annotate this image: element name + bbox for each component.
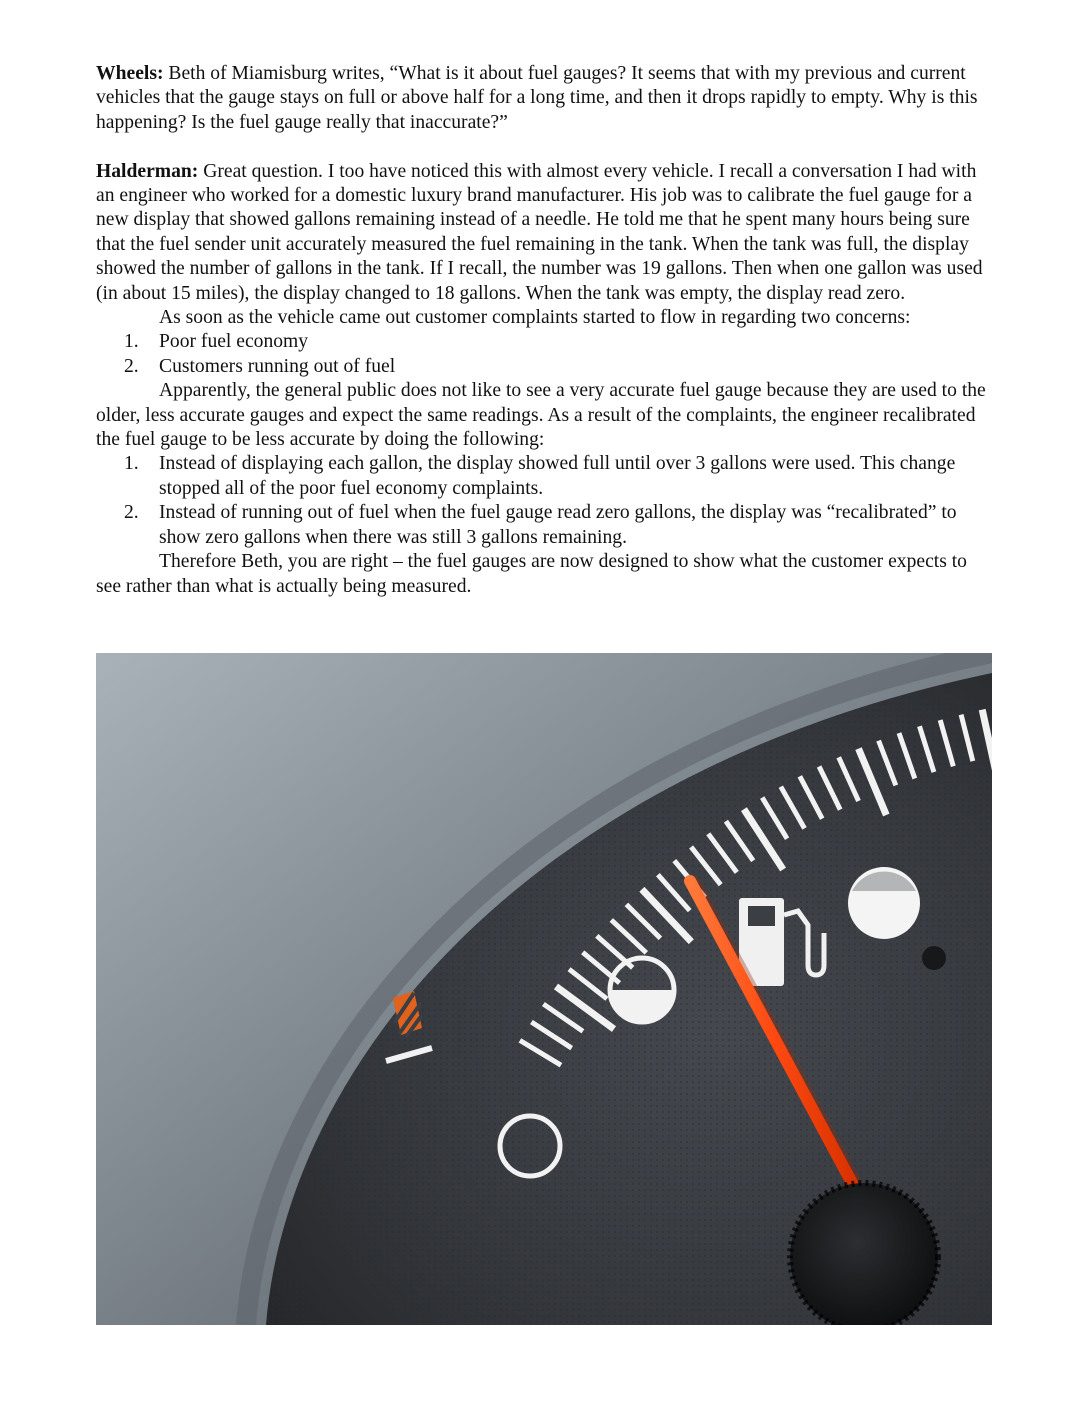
- question-paragraph: [96, 62, 996, 135]
- list-item-text: Instead of displaying each gallon, the display showed full until over 3 gallons were used. This change stopped all of the poor fuel economy complaints.: [159, 453, 956, 499]
- list-item: [96, 330, 996, 354]
- complaints-intro-paragraph: As soon as the vehicle came out customer complaints started to flow in regarding two concerns:: [159, 307, 911, 329]
- indicator-lamp: [922, 946, 946, 970]
- question-text: Beth of Miamisburg writes, “What is it about fuel gauges? It seems that with my previous and current vehicles that the gauge stays on full or above half for a long time, and then it drops rapidly to empty. Why is this happening? Is the fuel gauge really that inaccurate?”: [96, 63, 978, 133]
- public-paragraph: Apparently, the general public does not like to see a very accurate fuel gauge because they are used to the older, less accurate gauges and expect the same readings. As a result of the complaints, the engineer recalibrated the fuel gauge to be less accurate by doing the following:: [96, 380, 986, 451]
- fuel-gauge-photo: [96, 653, 992, 1325]
- list-number: 2.: [124, 355, 139, 377]
- question-speaker: Wheels:: [96, 63, 164, 84]
- list-item-text: Customers running out of fuel: [159, 355, 396, 377]
- list-number: 1.: [124, 453, 139, 475]
- fuel-gauge-illustration: [96, 653, 992, 1325]
- answer-intro-paragraph: [96, 160, 996, 306]
- list-item-text: Poor fuel economy: [159, 331, 309, 353]
- answer-speaker: Halderman:: [96, 160, 199, 182]
- changes-list: [96, 452, 996, 550]
- list-number: 2.: [124, 502, 139, 524]
- paragraph-spacer: [96, 135, 996, 159]
- conclusion-paragraph: Therefore Beth, you are right – the fuel gauges are now designed to show what the customer expects to see rather than what is actually being measured.: [96, 551, 967, 597]
- full-level-icon: [848, 867, 920, 939]
- list-item: [96, 452, 996, 501]
- list-item: [96, 355, 996, 379]
- list-number: 1.: [124, 331, 139, 353]
- article-text: [96, 62, 996, 599]
- list-item: [96, 501, 996, 550]
- answer-intro-text: Great question. I too have noticed this with almost every vehicle. I recall a conversation I had with an engineer who worked for a domestic luxury brand manufacturer. His job was to calibrate the fuel gauge for a new display that showed gallons remaining instead of a needle. He told me that he spent many hours being sure that the fuel sender unit accurately measured the fuel remaining in the tank. When the tank was full, the display showed the number of gallons in the tank. If I recall, the number was 19 gallons. Then when one gallon was used (in about 15 miles), the display changed to 18 gallons. When the tank was empty, the display read zero.: [96, 160, 983, 304]
- complaints-list: [96, 330, 996, 379]
- needle-hub: [790, 1183, 938, 1325]
- list-item-text: Instead of running out of fuel when the fuel gauge read zero gallons, the display was “recalibrated” to show zero gallons when there was still 3 gallons remaining.: [159, 502, 957, 548]
